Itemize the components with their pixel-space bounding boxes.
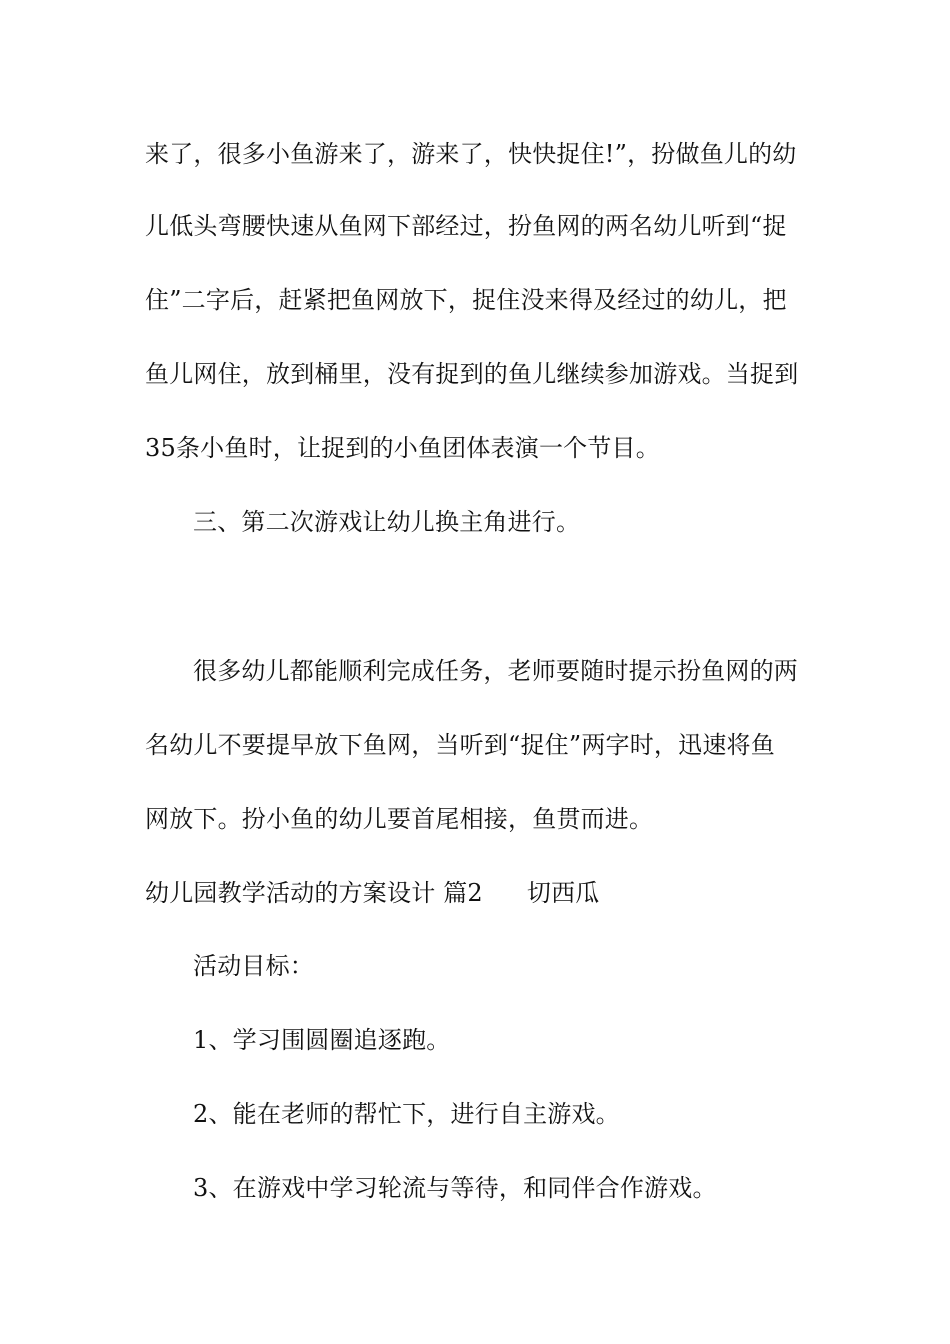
- section-heading: [145, 878, 600, 908]
- goal-item: 3、在游戏中学习轮流与等待，和同伴合作游戏。: [193, 1174, 717, 1202]
- step-three: 三、第二次游戏让幼儿换主角进行。: [193, 508, 581, 536]
- paragraph-line: 来了，很多小鱼游来了，游来了，快快捉住!”，扮做鱼儿的幼: [145, 140, 797, 168]
- paragraph-line: 儿低头弯腰快速从鱼网下部经过，扮鱼网的两名幼儿听到“捉: [145, 212, 787, 240]
- section-heading-title: 幼儿园教学活动的方案设计 篇2: [145, 879, 483, 907]
- goals-label: 活动目标：: [193, 952, 314, 980]
- paragraph-line: 鱼儿网住，放到桶里，没有捉到的鱼儿继续参加游戏。当捉到: [145, 360, 799, 388]
- goal-item: 1、学习围圆圈追逐跑。: [193, 1026, 451, 1054]
- paragraph-line: 35条小鱼时，让捉到的小鱼团体表演一个节目。: [145, 434, 660, 462]
- paragraph-line: 住”二字后，赶紧把鱼网放下，捉住没来得及经过的幼儿，把: [145, 286, 787, 314]
- paragraph-line: 网放下。扮小鱼的幼儿要首尾相接，鱼贯而进。: [145, 805, 654, 833]
- section-heading-subtitle: 切西瓜: [526, 879, 600, 907]
- paragraph-line: 很多幼儿都能顺利完成任务，老师要随时提示扮鱼网的两: [193, 657, 798, 685]
- goal-item: 2、能在老师的帮忙下，进行自主游戏。: [193, 1100, 620, 1128]
- paragraph-line: 名幼儿不要提早放下鱼网，当听到“捉住”两字时，迅速将鱼: [145, 731, 775, 759]
